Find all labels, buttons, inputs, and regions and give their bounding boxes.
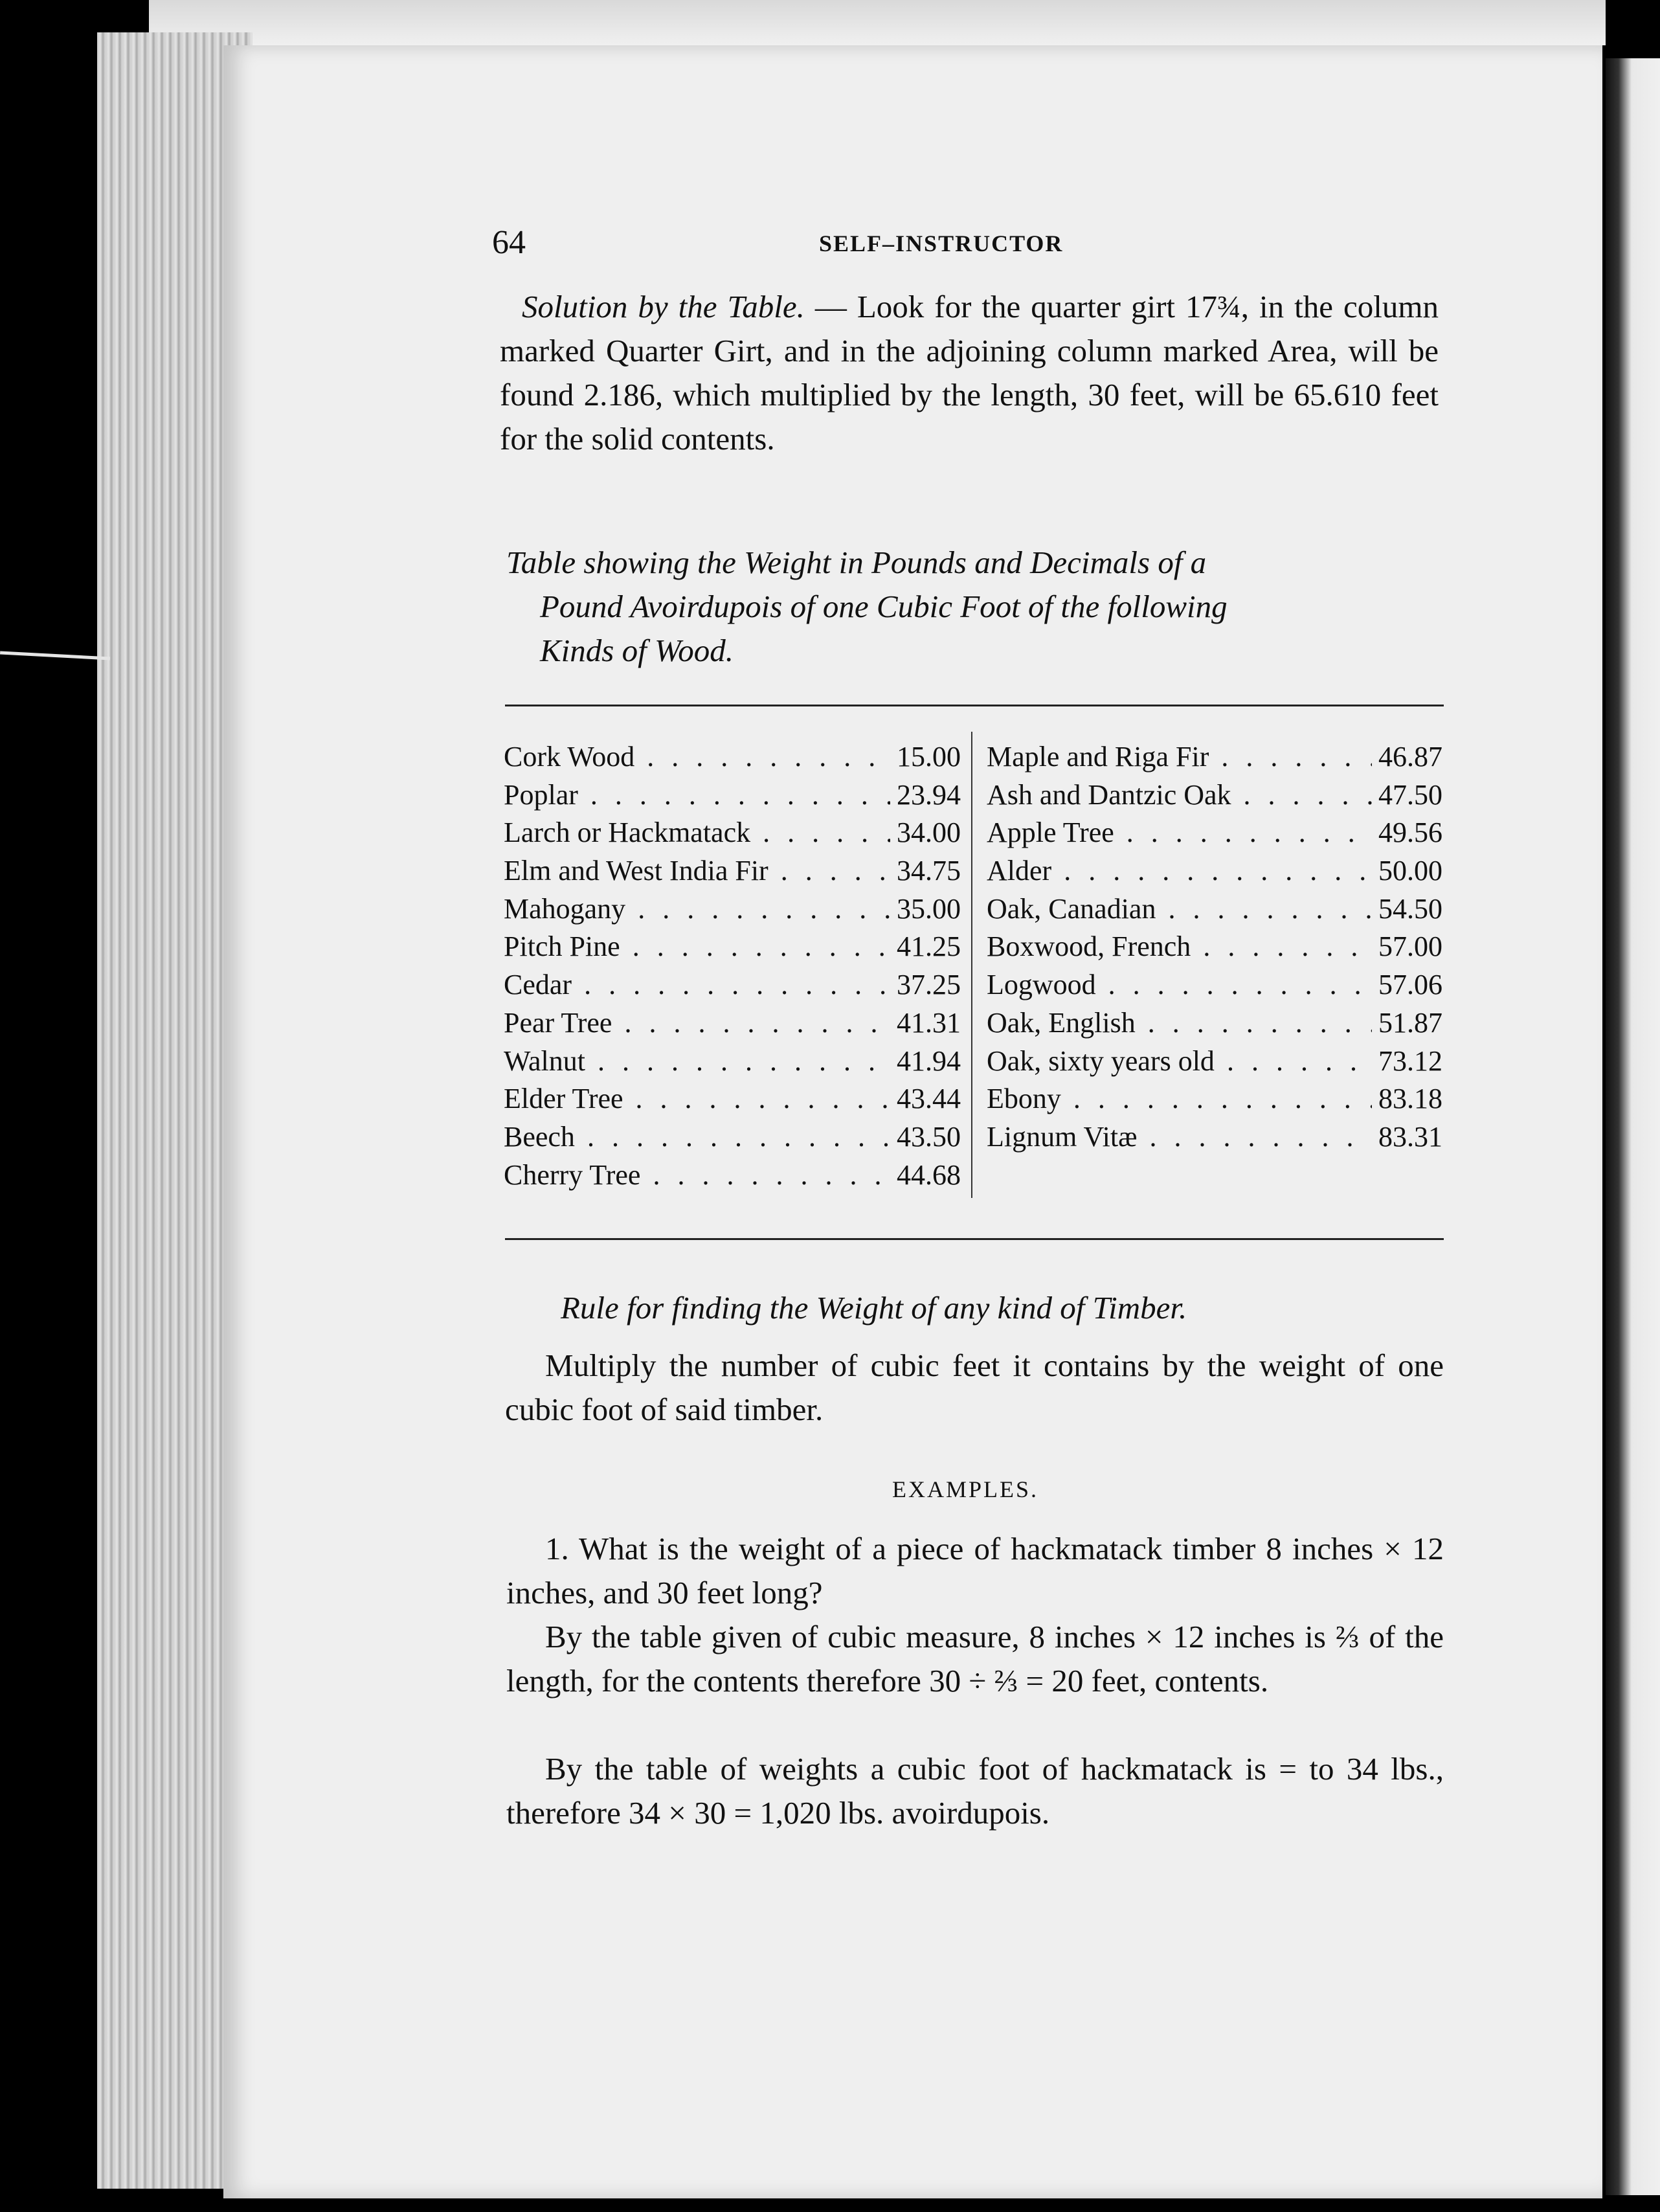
- wood-weight: 35.00: [890, 890, 961, 929]
- wood-weight: 83.18: [1372, 1080, 1442, 1118]
- wood-name: Pitch Pine . . .: [504, 928, 890, 966]
- solution-paragraph: [500, 285, 1439, 461]
- wood-name: Larch or Hackmatack . . .: [504, 814, 890, 852]
- solution-text: — Look for the quarter girt 17¾, in the column marked Quarter Girt, and in the adjoining column marked Area, will be found 2.186, which multiplied by the length, 30 feet, will be 65.610 feet for the solid contents.: [500, 289, 1439, 457]
- table-caption-line-3: Kinds of Wood.: [540, 633, 734, 668]
- facing-page-edge: [1606, 58, 1660, 2195]
- wood-name: Mahogany . . .: [504, 890, 890, 929]
- page-number: 64: [492, 224, 526, 261]
- table-column-divider: [971, 732, 972, 1198]
- table-row: [504, 928, 961, 966]
- scan-artifact: [0, 651, 110, 660]
- rule-text: Multiply the number of cubic feet it contains by the weight of one cubic foot of said timber.: [505, 1348, 1444, 1427]
- running-head: [492, 220, 1450, 265]
- table-row: [504, 1043, 961, 1081]
- table-row: [504, 1004, 961, 1043]
- wood-name: Boxwood, French . . .: [987, 928, 1372, 966]
- wood-name: Oak, English . . .: [987, 1004, 1372, 1043]
- wood-weight: 37.25: [890, 966, 961, 1004]
- book-top-edge: [149, 0, 1606, 45]
- wood-weight: 43.44: [890, 1080, 961, 1118]
- wood-table-right-column: [987, 738, 1442, 1157]
- table-row: [504, 852, 961, 890]
- table-row: [504, 890, 961, 929]
- wood-weight: 73.12: [1372, 1043, 1442, 1081]
- table-row: [987, 966, 1442, 1004]
- wood-name: Logwood . . .: [987, 966, 1372, 1004]
- solution-lead: Solution by the Table.: [522, 289, 805, 324]
- wood-table-left-column: [504, 738, 961, 1194]
- wood-name: Ash and Dantzic Oak . . .: [987, 776, 1372, 815]
- wood-name: Ebony . . .: [987, 1080, 1372, 1118]
- running-title: SELF–INSTRUCTOR: [819, 231, 1064, 256]
- examples-heading: EXAMPLES.: [892, 1476, 1039, 1502]
- wood-weight: 41.25: [890, 928, 961, 966]
- wood-weight: 41.94: [890, 1043, 961, 1081]
- table-row: [987, 738, 1442, 776]
- table-row: [504, 1080, 961, 1118]
- wood-weight: 34.75: [890, 852, 961, 890]
- example-answer-1: By the table given of cubic measure, 8 inches × 12 inches is ⅔ of the length, for the contents therefore 30 ÷ ⅔ = 20 feet, contents.: [506, 1619, 1444, 1699]
- wood-name: Apple Tree . . .: [987, 814, 1372, 852]
- wood-weight: 43.50: [890, 1118, 961, 1157]
- table-row: [504, 1118, 961, 1157]
- table-row: [504, 1157, 961, 1195]
- table-row: [987, 890, 1442, 929]
- wood-name: Poplar . . .: [504, 776, 890, 815]
- wood-weight: 34.00: [890, 814, 961, 852]
- table-caption-line-1: Table showing the Weight in Pounds and Decimals of a: [506, 545, 1207, 580]
- wood-name: Elder Tree . . .: [504, 1080, 890, 1118]
- wood-name: Pear Tree . . .: [504, 1004, 890, 1043]
- table-row: [987, 814, 1442, 852]
- wood-weight: 83.31: [1372, 1118, 1442, 1157]
- table-row: [504, 776, 961, 815]
- table-bottom-rule: [505, 1238, 1444, 1240]
- table-row: [987, 1043, 1442, 1081]
- wood-weight: 46.87: [1372, 738, 1442, 776]
- wood-weight: 57.06: [1372, 966, 1442, 1004]
- table-row: [987, 928, 1442, 966]
- wood-name: Elm and West India Fir . . .: [504, 852, 890, 890]
- table-row: [987, 776, 1442, 815]
- wood-weight: 57.00: [1372, 928, 1442, 966]
- wood-name: Beech . . .: [504, 1118, 890, 1157]
- rule-title: Rule for finding the Weight of any kind of Timber.: [561, 1290, 1187, 1326]
- wood-name: Alder . . .: [987, 852, 1372, 890]
- wood-weight: 49.56: [1372, 814, 1442, 852]
- wood-name: Lignum Vitæ . . .: [987, 1118, 1372, 1157]
- table-caption: [506, 541, 1439, 673]
- wood-name: Cork Wood . . .: [504, 738, 890, 776]
- wood-name: Maple and Riga Fir . . .: [987, 738, 1372, 776]
- wood-name: Cherry Tree . . .: [504, 1157, 890, 1195]
- wood-weight: 44.68: [890, 1157, 961, 1195]
- example-answer-2: By the table of weights a cubic foot of hackmatack is = to 34 lbs., therefore 34 × 30 = 1,020 lbs. avoirdupois.: [506, 1751, 1444, 1831]
- wood-weight: 50.00: [1372, 852, 1442, 890]
- table-row: [504, 966, 961, 1004]
- table-row: [504, 738, 961, 776]
- table-row: [987, 852, 1442, 890]
- table-top-rule: [505, 705, 1444, 706]
- table-caption-line-2: Pound Avoirdupois of one Cubic Foot of the following: [540, 589, 1228, 624]
- wood-name: Oak, sixty years old . . .: [987, 1043, 1372, 1081]
- example-question: 1. What is the weight of a piece of hackmatack timber 8 inches × 12 inches, and 30 feet long?: [506, 1531, 1444, 1610]
- wood-name: Oak, Canadian . . .: [987, 890, 1372, 929]
- wood-weight: 41.31: [890, 1004, 961, 1043]
- wood-weight: 51.87: [1372, 1004, 1442, 1043]
- table-row: [504, 814, 961, 852]
- table-row: [987, 1080, 1442, 1118]
- wood-weight: 15.00: [890, 738, 961, 776]
- wood-weight: 23.94: [890, 776, 961, 815]
- wood-weight: 47.50: [1372, 776, 1442, 815]
- wood-name: Cedar . . .: [504, 966, 890, 1004]
- table-row: [987, 1118, 1442, 1157]
- table-row: [987, 1004, 1442, 1043]
- wood-weight: 54.50: [1372, 890, 1442, 929]
- wood-name: Walnut . . .: [504, 1043, 890, 1081]
